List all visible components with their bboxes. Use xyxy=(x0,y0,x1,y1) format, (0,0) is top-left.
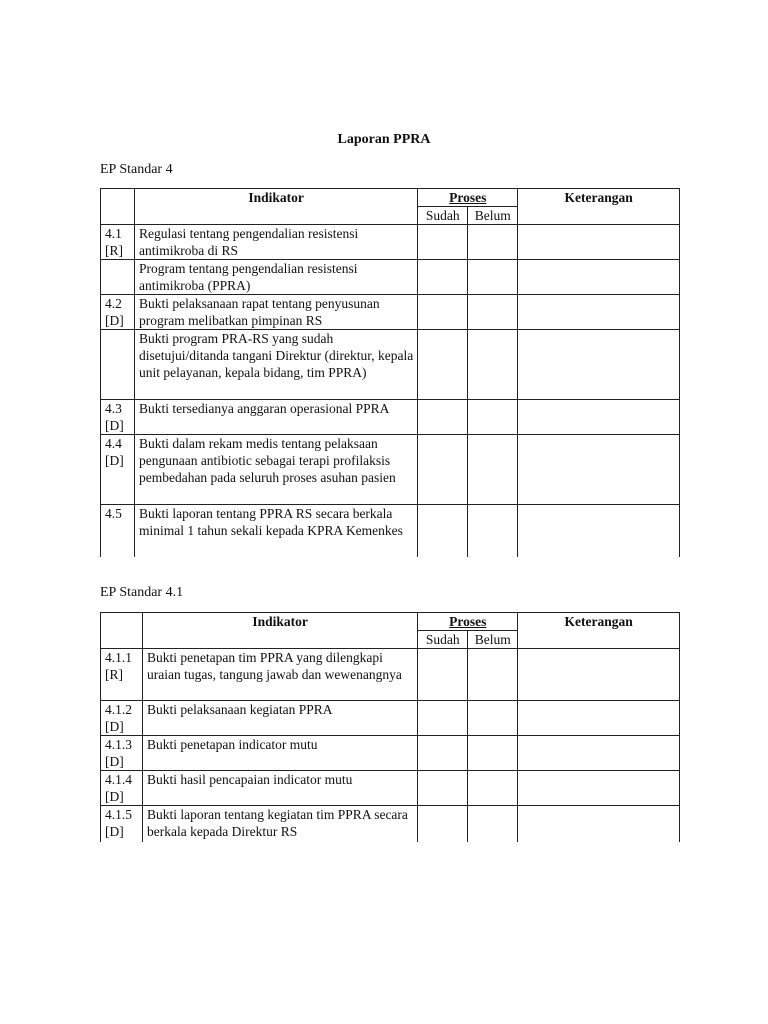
checkbox-sudah[interactable] xyxy=(418,701,468,736)
header-belum: Belum xyxy=(468,207,518,225)
header-sudah: Sudah xyxy=(418,631,468,649)
row-number: 4.2 [D] xyxy=(101,295,135,330)
header-indikator: Indikator xyxy=(134,189,417,225)
header-proses: Proses xyxy=(418,613,518,631)
header-proses: Proses xyxy=(418,189,518,207)
table-row xyxy=(101,701,680,736)
table-row xyxy=(101,736,680,771)
row-indikator: Bukti dalam rekam medis tentang pelaksaan pengunaan antibiotic sebagai terapi profilaksis pembedahan pada seluruh proses asuhan pasien xyxy=(134,435,417,505)
checkbox-sudah[interactable] xyxy=(418,295,468,330)
checkbox-belum[interactable] xyxy=(468,295,518,330)
table-row xyxy=(101,225,680,260)
row-indikator: Bukti tersedianya anggaran operasional PPRA xyxy=(134,400,417,435)
checkbox-belum[interactable] xyxy=(468,260,518,295)
checkbox-sudah[interactable] xyxy=(418,505,468,557)
keterangan-cell[interactable] xyxy=(518,649,680,701)
checkbox-belum[interactable] xyxy=(468,771,518,806)
header-no xyxy=(101,613,143,649)
keterangan-cell[interactable] xyxy=(518,806,680,842)
checkbox-belum[interactable] xyxy=(468,736,518,771)
header-keterangan: Keterangan xyxy=(518,613,680,649)
header-keterangan: Keterangan xyxy=(518,189,680,225)
checkbox-sudah[interactable] xyxy=(418,260,468,295)
row-number: 4.1.3 [D] xyxy=(101,736,143,771)
row-indikator: Bukti laporan tentang PPRA RS secara berkala minimal 1 tahun sekali kepada KPRA Kemenkes xyxy=(134,505,417,557)
checkbox-belum[interactable] xyxy=(468,400,518,435)
row-indikator: Bukti pelaksanaan kegiatan PPRA xyxy=(142,701,417,736)
checkbox-belum[interactable] xyxy=(468,701,518,736)
section-label-ep-standar-4-1: EP Standar 4.1 xyxy=(100,585,184,600)
header-no xyxy=(101,189,135,225)
checkbox-sudah[interactable] xyxy=(418,225,468,260)
table-row xyxy=(101,260,680,295)
checkbox-sudah[interactable] xyxy=(418,771,468,806)
keterangan-cell[interactable] xyxy=(518,736,680,771)
checkbox-sudah[interactable] xyxy=(418,649,468,701)
checkbox-sudah[interactable] xyxy=(418,435,468,505)
row-indikator: Bukti penetapan tim PPRA yang dilengkapi uraian tugas, tangung jawab dan wewenangnya xyxy=(142,649,417,701)
row-number: 4.1.2 [D] xyxy=(101,701,143,736)
row-number: 4.1.5 [D] xyxy=(101,806,143,842)
table-row xyxy=(101,771,680,806)
row-indikator: Bukti penetapan indicator mutu xyxy=(142,736,417,771)
row-indikator: Program tentang pengendalian resistensi antimikroba (PPRA) xyxy=(134,260,417,295)
header-belum: Belum xyxy=(468,631,518,649)
keterangan-cell[interactable] xyxy=(518,295,680,330)
header-sudah: Sudah xyxy=(418,207,468,225)
row-number xyxy=(101,330,135,400)
checkbox-sudah[interactable] xyxy=(418,400,468,435)
row-number xyxy=(101,260,135,295)
keterangan-cell[interactable] xyxy=(518,771,680,806)
section-label-ep-standar-4: EP Standar 4 xyxy=(100,162,173,177)
row-number: 4.5 xyxy=(101,505,135,557)
checkbox-belum[interactable] xyxy=(468,806,518,842)
indicator-table-ep-standar-4 xyxy=(100,188,680,557)
table-row xyxy=(101,330,680,400)
row-number: 4.3 [D] xyxy=(101,400,135,435)
checkbox-sudah[interactable] xyxy=(418,330,468,400)
checkbox-sudah[interactable] xyxy=(418,806,468,842)
row-number: 4.4 [D] xyxy=(101,435,135,505)
checkbox-belum[interactable] xyxy=(468,225,518,260)
row-indikator: Bukti pelaksanaan rapat tentang penyusunan program melibatkan pimpinan RS xyxy=(134,295,417,330)
checkbox-belum[interactable] xyxy=(468,435,518,505)
row-indikator: Bukti hasil pencapaian indicator mutu xyxy=(142,771,417,806)
checkbox-belum[interactable] xyxy=(468,505,518,557)
row-number: 4.1.1 [R] xyxy=(101,649,143,701)
row-indikator: Bukti program PRA-RS yang sudah disetujui/ditanda tangani Direktur (direktur, kepala unit pelayanan, kepala bidang, tim PPRA) xyxy=(134,330,417,400)
keterangan-cell[interactable] xyxy=(518,505,680,557)
table-row xyxy=(101,505,680,557)
keterangan-cell[interactable] xyxy=(518,435,680,505)
checkbox-belum[interactable] xyxy=(468,649,518,701)
keterangan-cell[interactable] xyxy=(518,225,680,260)
row-number: 4.1 [R] xyxy=(101,225,135,260)
indicator-table-ep-standar-4-1 xyxy=(100,612,680,842)
checkbox-sudah[interactable] xyxy=(418,736,468,771)
checkbox-belum[interactable] xyxy=(468,330,518,400)
row-number: 4.1.4 [D] xyxy=(101,771,143,806)
table-row xyxy=(101,400,680,435)
row-indikator: Bukti laporan tentang kegiatan tim PPRA secara berkala kepada Direktur RS xyxy=(142,806,417,842)
keterangan-cell[interactable] xyxy=(518,400,680,435)
keterangan-cell[interactable] xyxy=(518,701,680,736)
table-row xyxy=(101,649,680,701)
keterangan-cell[interactable] xyxy=(518,330,680,400)
row-indikator: Regulasi tentang pengendalian resistensi antimikroba di RS xyxy=(134,225,417,260)
page-title: Laporan PPRA xyxy=(337,132,431,147)
keterangan-cell[interactable] xyxy=(518,260,680,295)
table-row xyxy=(101,806,680,842)
table-row xyxy=(101,295,680,330)
header-indikator: Indikator xyxy=(142,613,417,649)
table-row xyxy=(101,435,680,505)
